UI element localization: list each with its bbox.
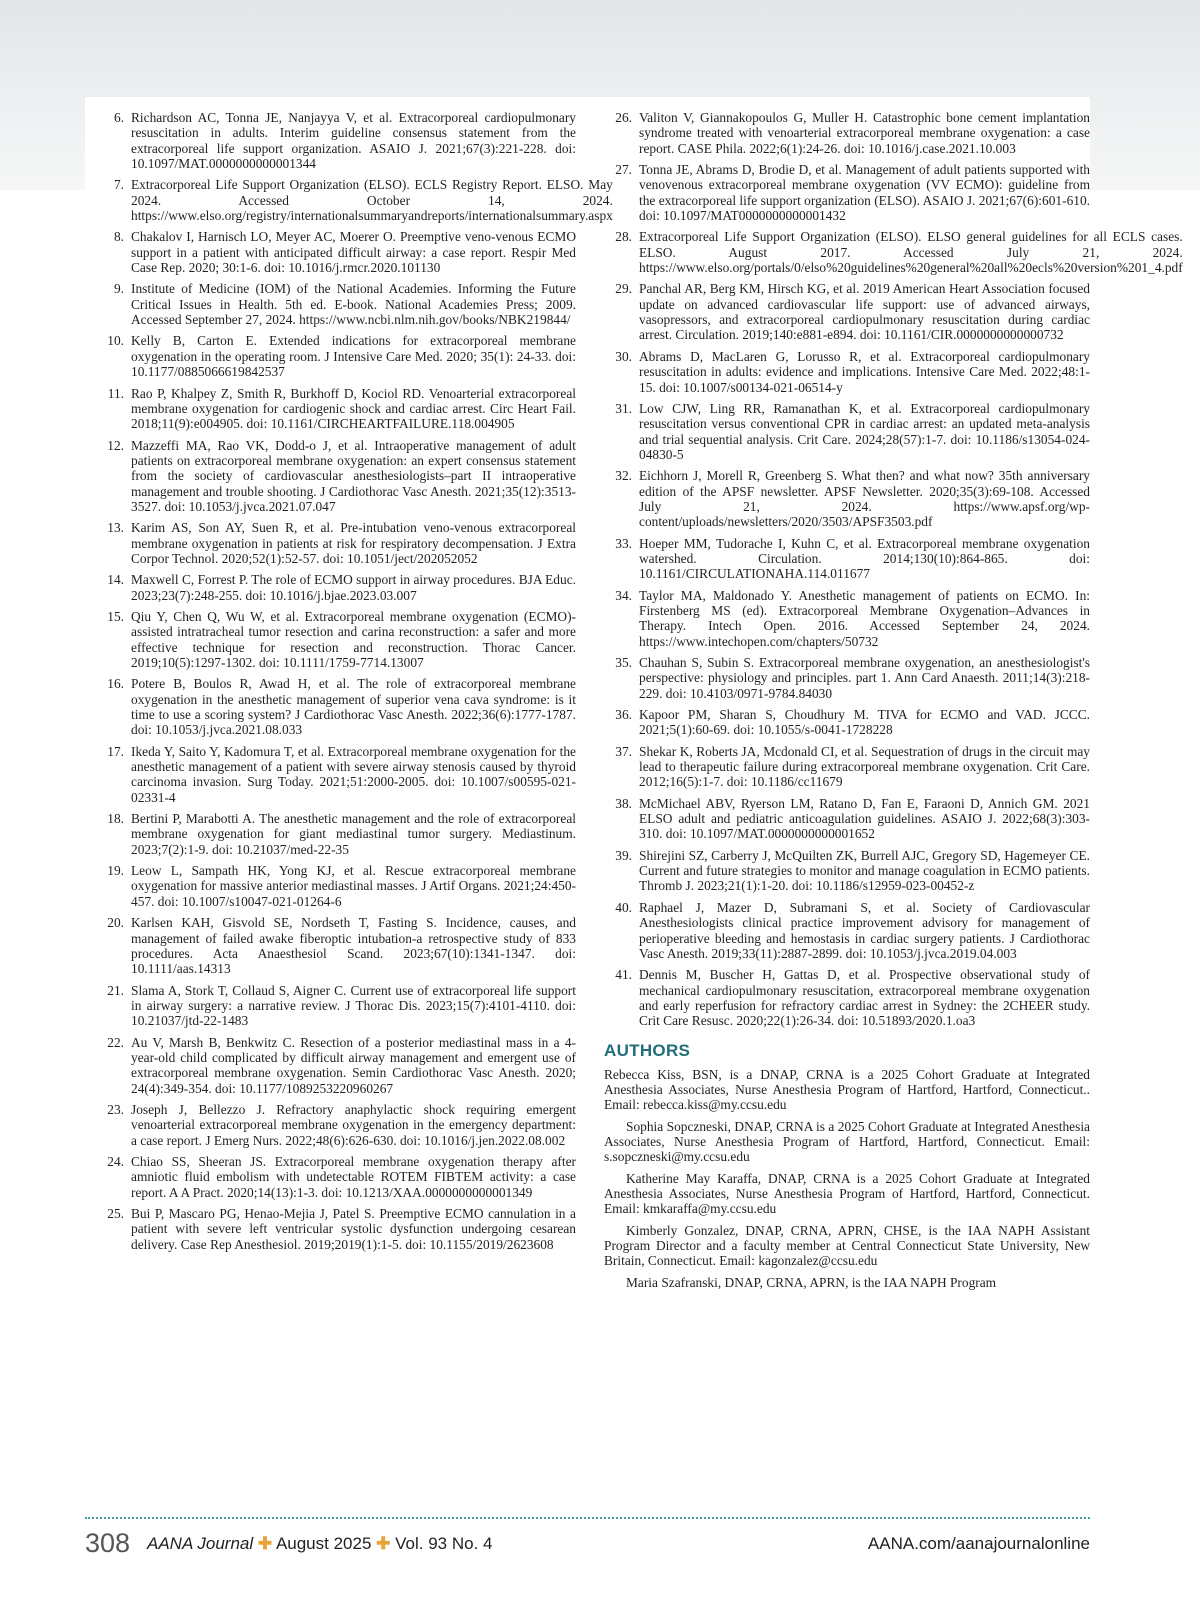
reference-item xyxy=(604,848,1090,894)
reference-text: Ikeda Y, Saito Y, Kadomura T, et al. Extracorporeal membrane oxygenation for the anesthetic management of a patient with severe airway stenosis caused by thyroid carcinoma invasion. Surg Today. 2021;51:2000-2005. doi: 10.1007/s00595-021-02331-4 xyxy=(131,743,576,805)
reference-number: 10. xyxy=(107,333,124,349)
reference-text: Leow L, Sampath HK, Yong KJ, et al. Rescue extracorporeal membrane oxygenation for massive anterior mediastinal masses. J Artif Organs. 2021;24:450-457. doi: 10.1007/s10047-021-01264-6 xyxy=(131,863,576,909)
reference-number: 26. xyxy=(615,110,632,125)
author-bio: Sophia Sopczneski, DNAP, CRNA is a 2025 Cohort Graduate at Integrated Anesthesia Associates, Nurse Anesthesia Program of Hartford, Hartford, Connecticut. Email: s.sopczneski@my.ccsu.edu xyxy=(604,1118,1090,1165)
reference-item xyxy=(96,520,576,566)
reference-text: Tonna JE, Abrams D, Brodie D, et al. Management of adult patients supported with venovenous extracorporeal membrane oxygenation (VV ECMO): guideline from the extracorporeal life support organization (ELSO). ASAIO J. 2021;67(6):601-610. doi: 10.1097/MAT0000000000001432 xyxy=(639,162,1090,224)
reference-text: Eichhorn J, Morell R, Greenberg S. What then? and what now? 35th anniversary edition of the APSF newsletter. APSF Newsletter. 2020;35(3):69-108. Accessed July 21, 2024. https://www.apsf.org/wp-content/uploads/newsletters/2020/3503/APSF3503.pdf xyxy=(639,468,1090,530)
reference-number: 19. xyxy=(107,863,124,879)
reference-number: 36. xyxy=(615,707,632,723)
reference-number: 13. xyxy=(107,520,124,536)
reference-item xyxy=(604,110,1090,156)
reference-item xyxy=(604,796,1090,842)
reference-item xyxy=(604,744,1090,790)
reference-item xyxy=(96,281,576,327)
reference-number: 17. xyxy=(107,743,124,759)
reference-item xyxy=(96,1102,576,1148)
reference-number: 9. xyxy=(113,281,124,297)
authors-heading: AUTHORS xyxy=(604,1040,691,1060)
authors-list xyxy=(604,1067,1090,1290)
reference-text: Richardson AC, Tonna JE, Nanjayya V, et al. Extracorporeal cardiopulmonary resuscitation in adults. Interim guideline consensus statement from the extracorporeal life support organization. ASAIO J. 2021;67(3):221-228. doi: 10.1097/MAT.0000000000001344 xyxy=(131,110,576,172)
issue-date: August 2025 xyxy=(275,1534,372,1553)
page-footer xyxy=(85,1528,1090,1568)
reference-number: 12. xyxy=(107,437,124,453)
reference-number: 40. xyxy=(615,899,632,915)
reference-text: Maxwell C, Forrest P. The role of ECMO support in airway procedures. BJA Educ. 2023;23(7):248-255. doi: 10.1016/j.bjae.2023.03.007 xyxy=(131,572,576,603)
reference-number: 37. xyxy=(615,743,632,759)
reference-number: 31. xyxy=(615,400,632,416)
journal-name: AANA Journal xyxy=(147,1534,254,1553)
reference-item xyxy=(604,655,1090,701)
reference-text: Shekar K, Roberts JA, Mcdonald CI, et al. Sequestration of drugs in the circuit may lead to therapeutic failure during extracorporeal membrane oxygenation. Crit Care. 2012;16(5):1-7. doi: 10.1186/cc11679 xyxy=(639,743,1090,790)
reference-text: Mazzeffi MA, Rao VK, Dodd-o J, et al. Intraoperative management of adult patients on extracorporeal membrane oxygenation: an expert consensus statement from the society of cardiovascular anesthesiologists–part II intraoperative management and trouble shooting. J Cardiothorac Vasc Anesth. 2021;35(12):3513-3527. doi: 10.1053/j.jvca.2021.07.047 xyxy=(131,437,576,514)
reference-number: 11. xyxy=(107,385,124,401)
reference-item xyxy=(96,1035,576,1096)
reference-item xyxy=(96,333,576,379)
reference-item xyxy=(96,609,576,670)
reference-item xyxy=(604,468,1090,529)
reference-item xyxy=(96,863,576,909)
reference-number: 39. xyxy=(615,847,632,863)
reference-number: 6. xyxy=(113,110,124,125)
author-bio: Rebecca Kiss, BSN, is a DNAP, CRNA is a 2025 Cohort Graduate at Integrated Anesthesia Associates, Nurse Anesthesia Program of Hartford, Hartford, Connecticut.. Email: rebecca.kiss@my.ccsu.edu xyxy=(604,1066,1090,1113)
reference-text: Rao P, Khalpey Z, Smith R, Burkhoff D, Kociol RD. Venoarterial extracorporeal membrane oxygenation for cardiogenic shock and cardiac arrest. Circ Heart Fail. 2018;11(9):e004905. doi: 10.1161/CIRCHEARTFAILURE.118.004905 xyxy=(131,385,576,432)
reference-item xyxy=(96,572,576,603)
separator-icon: ✚ xyxy=(376,1534,391,1553)
reference-item xyxy=(604,536,1090,582)
reference-number: 28. xyxy=(615,229,632,245)
reference-item xyxy=(604,707,1090,738)
author-bio: Kimberly Gonzalez, DNAP, CRNA, APRN, CHSE, is the IAA NAPH Assistant Program Director and a faculty member at Central Connecticut State University, New Britain, Connecticut. Email: kagonzalez@ccsu.edu xyxy=(604,1222,1090,1269)
reference-number: 27. xyxy=(615,162,632,178)
reference-number: 33. xyxy=(615,535,632,551)
reference-text: Bertini P, Marabotti A. The anesthetic management and the role of extracorporeal membrane oxygenation for giant mediastinal tumor surgery. Mediastinum. 2023;7(2):1-9. doi: 10.21037/med-22-35 xyxy=(131,811,576,857)
reference-item xyxy=(96,1206,576,1252)
reference-number: 38. xyxy=(615,795,632,811)
reference-text: Extracorporeal Life Support Organization (ELSO). ELSO general guidelines for all ECLS cases. ELSO. August 2017. Accessed July 21, 2024. https://www.elso.org/portals/0/elso%20guidelines%20general%20all%20ecls%20version%201_4.pdf xyxy=(639,229,1183,276)
reference-number: 18. xyxy=(107,811,124,827)
reference-item xyxy=(604,229,1183,276)
reference-item xyxy=(96,177,613,224)
reference-item xyxy=(604,588,1090,649)
reference-item xyxy=(604,281,1090,342)
reference-item xyxy=(96,1154,576,1200)
reference-item xyxy=(96,915,576,976)
volume-issue: Vol. 93 No. 4 xyxy=(395,1534,493,1553)
reference-text: Hoeper MM, Tudorache I, Kuhn C, et al. Extracorporeal membrane oxygenation watershed. Circulation. 2014;130(10):864-865. doi: 10.1161/CIRCULATIONAHA.114.011677 xyxy=(639,535,1090,582)
reference-text: Qiu Y, Chen Q, Wu W, et al. Extracorporeal membrane oxygenation (ECMO)-assisted intratracheal tumor resection and carina reconstruction: a safer and more effective technique for resection and reconstruction. Thorac Cancer. 2019;10(5):1297-1302. doi: 10.1111/1759-7714.13007 xyxy=(131,608,576,670)
reference-text: Shirejini SZ, Carberry J, McQuilten ZK, Burrell AJC, Gregory SD, Hagemeyer CE. Current and future strategies to monitor and manage coagulation in ECMO patients. Thromb J. 2023;21(1):1-20. doi: 10.1186/s12959-023-00452-z xyxy=(639,847,1090,894)
reference-text: Raphael J, Mazer D, Subramani S, et al. Society of Cardiovascular Anesthesiologists clinical practice improvement advisory for management of perioperative bleeding and hemostasis in cardiac surgery patients. J Cardiothorac Vasc Anesth. 2019;33(11):2887-2899. doi: 10.1053/j.jvca.2019.04.003 xyxy=(639,899,1090,961)
reference-number: 21. xyxy=(107,982,124,998)
reference-text: Taylor MA, Maldonado Y. Anesthetic management of patients on ECMO. In: Firstenberg MS (ed). Extracorporeal Membrane Oxygenation–Advances in Therapy. Intech Open. 2016. Accessed September 24, 2024. https://www.intechopen.com/chapters/50732 xyxy=(639,587,1090,649)
references-right-list xyxy=(604,110,1183,1029)
reference-text: Institute of Medicine (IOM) of the National Academies. Informing the Future Critical Issues in Health. 5th ed. E-book. National Academies Press; 2009. Accessed September 27, 2024. https://www.ncbi.nlm.nih.gov/books/NBK219844/ xyxy=(131,281,576,328)
reference-number: 20. xyxy=(107,915,124,931)
reference-text: Joseph J, Bellezzo J. Refractory anaphylactic shock requiring emergent venoarterial extracorporeal membrane oxygenation in the emergency department: a case report. J Emerg Nurs. 2022;48(6):626-630. doi: 10.1016/j.jen.2022.08.002 xyxy=(131,1101,576,1148)
footer-divider xyxy=(85,1517,1090,1519)
reference-text: Kelly B, Carton E. Extended indications for extracorporeal membrane oxygenation in the operating room. J Intensive Care Med. 2020; 35(1): 24-33. doi: 10.1177/0885066619842537 xyxy=(131,333,576,380)
reference-text: Kapoor PM, Sharan S, Choudhury M. TIVA for ECMO and VAD. JCCC. 2021;5(1):60-69. doi: 10.1055/s-0041-1728228 xyxy=(639,707,1090,738)
reference-number: 25. xyxy=(107,1206,124,1221)
reference-number: 35. xyxy=(615,655,632,670)
reference-number: 14. xyxy=(107,572,124,588)
reference-item xyxy=(96,386,576,432)
separator-icon: ✚ xyxy=(257,1534,273,1553)
reference-text: Bui P, Mascaro PG, Henao-Mejia J, Patel S. Preemptive ECMO cannulation in a patient with severe left ventricular systolic dysfunction undergoing cesarean delivery. Case Rep Anesthesiol. 2019;2019(1):1-5. doi: 10.1155/2019/2623608 xyxy=(131,1206,576,1252)
reference-text: Extracorporeal Life Support Organization (ELSO). ECLS Registry Report. ELSO. May 2024. Accessed October 14, 2024. https://www.elso.org/registry/internationalsummaryandreports/internationalsummary.aspx xyxy=(131,177,613,224)
reference-text: Panchal AR, Berg KM, Hirsch KG, et al. 2019 American Heart Association focused update on advanced cardiovascular life support: use of advanced airways, vasopressors, and extracorporeal cardiopulmonary resuscitation during cardiac arrest. Circulation. 2019;140:e881-e894. doi: 10.1161/CIR.0000000000000732 xyxy=(639,281,1090,343)
reference-number: 7. xyxy=(113,177,124,193)
author-bio: Maria Szafranski, DNAP, CRNA, APRN, is the IAA NAPH Program xyxy=(626,1274,997,1290)
reference-text: Karlsen KAH, Gisvold SE, Nordseth T, Fasting S. Incidence, causes, and management of failed awake fiberoptic intubation-a retrospective study of 833 procedures. Acta Anaesthesiol Scand. 2023;67(10):1341-1347. doi: 10.1111/aas.14313 xyxy=(131,915,576,977)
reference-number: 24. xyxy=(107,1153,124,1169)
reference-item xyxy=(96,983,576,1029)
reference-text: Karim AS, Son AY, Suen R, et al. Pre-intubation veno-venous extracorporeal membrane oxygenation in patients at risk for respiratory decompensation. J Extra Corpor Technol. 2020;52(1):52-57. doi: 10.1051/ject/202052052 xyxy=(131,520,576,566)
reference-text: Chiao SS, Sheeran JS. Extracorporeal membrane oxygenation therapy after amniotic fluid embolism with undetectable ROTEM FIBTEM activity: a case report. A A Pract. 2020;14(13):1-3. doi: 10.1213/XAA.0000000000001349 xyxy=(131,1153,576,1200)
references-right-column xyxy=(604,110,1183,1296)
reference-number: 23. xyxy=(107,1101,124,1117)
reference-text: Chauhan S, Subin S. Extracorporeal membrane oxygenation, an anesthesiologist's perspective: physiology and principles. part 1. Ann Card Anaesth. 2011;14(3):218-229. doi: 10.4103/0971-9784.84030 xyxy=(639,655,1090,701)
reference-item xyxy=(96,744,576,805)
reference-item xyxy=(604,900,1090,961)
reference-text: Abrams D, MacLaren G, Lorusso R, et al. Extracorporeal cardiopulmonary resuscitation in adults: evidence and implications. Intensive Care Med. 2022;48:1-15. doi: 10.1007/s00134-021-06514-y xyxy=(639,348,1090,395)
reference-number: 32. xyxy=(615,468,632,484)
reference-text: Chakalov I, Harnisch LO, Meyer AC, Moerer O. Preemptive veno-venous ECMO support in a patient with anticipated difficult airway: a case report. Respir Med Case Rep. 2020; 30:1-6. doi: 10.1016/j.rmcr.2020.101130 xyxy=(131,229,576,276)
reference-number: 15. xyxy=(107,608,124,624)
reference-item xyxy=(604,967,1090,1028)
reference-item xyxy=(96,676,576,737)
reference-text: Potere B, Boulos R, Awad H, et al. The role of extracorporeal membrane oxygenation in the anesthetic management of superior vena cava syndrome: is it time to use a scoring system? J Cardiothorac Vasc Anesth. 2022;36(6):1777-1787. doi: 10.1053/j.jvca.2021.08.033 xyxy=(131,676,576,738)
reference-number: 34. xyxy=(615,587,632,603)
reference-item xyxy=(604,162,1090,223)
reference-text: Dennis M, Buscher H, Gattas D, et al. Prospective observational study of mechanical cardiopulmonary resuscitation, extracorporeal membrane oxygenation and early reperfusion for refractory cardiac arrest in Sydney: the 2CHEER study. Crit Care Resusc. 2020;22(1):26-34. doi: 10.51893/2020.1.oa3 xyxy=(639,967,1090,1029)
reference-number: 29. xyxy=(615,281,632,297)
journal-website-link[interactable]: AANA.com/aanajournalonline xyxy=(867,1534,1090,1553)
author-bio: Katherine May Karaffa, DNAP, CRNA is a 2025 Cohort Graduate at Integrated Anesthesia Associates, Nurse Anesthesia Program of Hartford, Hartford, Connecticut. Email: kmkaraffa@my.ccsu.edu xyxy=(604,1170,1090,1217)
reference-item xyxy=(96,229,576,275)
page-number: 308 xyxy=(85,1528,131,1558)
journal-citation xyxy=(147,1534,492,1554)
reference-item xyxy=(604,349,1090,395)
reference-number: 8. xyxy=(113,229,124,245)
reference-item xyxy=(96,438,576,515)
references-left-column xyxy=(96,110,613,1258)
reference-text: Au V, Marsh B, Benkwitz C. Resection of a posterior mediastinal mass in a 4-year-old child complicated by difficult airway management and emergent use of extracorporeal membrane oxygenation. Semin Cardiothorac Vasc Anesth. 2020; 24(4):349-354. doi: 10.1177/1089253220960267 xyxy=(131,1034,576,1096)
reference-text: Slama A, Stork T, Collaud S, Aigner C. Current use of extracorporeal life support in airway surgery: a narrative review. J Thorac Dis. 2023;15(7):4101-4110. doi: 10.21037/jtd-22-1483 xyxy=(131,982,576,1029)
reference-number: 16. xyxy=(107,676,124,692)
reference-item xyxy=(96,110,576,171)
reference-item xyxy=(604,401,1090,462)
reference-text: Valiton V, Giannakopoulos G, Muller H. Catastrophic bone cement implantation syndrome treated with venoarterial extracorporeal membrane oxygenation: a case report. CASE Phila. 2022;6(1):24-26. doi: 10.1016/j.case.2021.10.003 xyxy=(639,110,1090,156)
reference-number: 30. xyxy=(615,348,632,364)
reference-text: McMichael ABV, Ryerson LM, Ratano D, Fan E, Faraoni D, Annich GM. 2021 ELSO adult and pediatric anticoagulation guidelines. ASAIO J. 2022;68(3):303-310. doi: 10.1097/MAT.0000000000001652 xyxy=(639,795,1090,842)
reference-text: Low CJW, Ling RR, Ramanathan K, et al. Extracorporeal cardiopulmonary resuscitation versus conventional CPR in cardiac arrest: an updated meta-analysis and trial sequential analysis. Crit Care. 2024;28(57):1-7. doi: 10.1186/s13054-024-04830-5 xyxy=(639,400,1090,462)
reference-number: 41. xyxy=(615,967,632,983)
reference-item xyxy=(96,811,576,857)
reference-number: 22. xyxy=(107,1034,124,1050)
